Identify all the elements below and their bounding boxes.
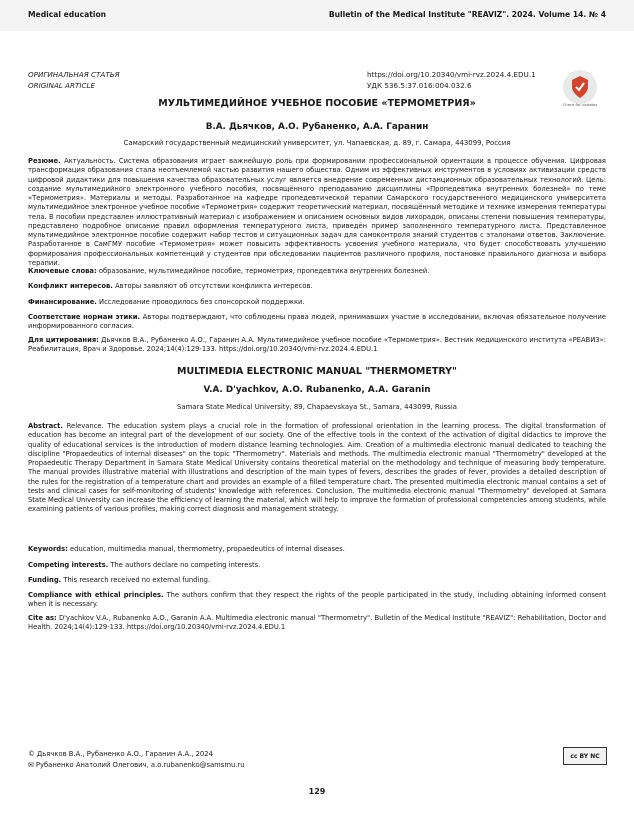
abstract-ru-label: Резюме. xyxy=(28,157,61,165)
authors-en: V.A. D'yachkov, A.O. Rubanenko, A.A. Garanin xyxy=(203,385,431,395)
footer-info xyxy=(28,749,245,770)
copyright: © Дьячков В.А., Рубаненко А.О., Гаранин А.А., 2024 xyxy=(28,750,213,758)
conflict-ru-text: Авторы заявляют об отсутствии конфликта интересов. xyxy=(114,282,313,290)
journal-header xyxy=(0,0,634,31)
affiliation-ru: Самарский государственный медицинский университет, ул. Чапаевская, д. 89, г. Самара, 443099, Россия xyxy=(123,139,511,147)
ethics-en xyxy=(28,591,606,610)
udk-code: УДК 536.5:37.016:004.032.6 xyxy=(367,80,472,90)
section-label: Medical education xyxy=(28,10,107,19)
citation-ru-text: Дьячков В.А., Рубаненко А.О., Гаранин А.А. Мультимедийное учебное пособие «Термометрия». Вестник медицинского института «РЕАВИЗ»: Реабилитация, Врач и Здоровье. 2024;14(4):129-133. https://doi.org/10.20340/vmi-rvz.2024.4.EDU.1 xyxy=(28,336,606,354)
journal-citation-line: Bulletin of the Medical Institute "REAVIZ". 2024. Volume 14. № 4 xyxy=(328,10,606,19)
corresponding-author: ✉ Рубаненко Анатолий Олегович, a.o.rubanenko@samsmu.ru xyxy=(28,760,245,769)
funding-ru-text: Исследование проводилось без спонсорской поддержки. xyxy=(99,298,305,306)
ethics-en-text: The authors confirm that they respect the rights of the people participated in the study, including obtaining informed consent when it is necessary. xyxy=(28,591,606,609)
citation-en xyxy=(28,614,606,633)
funding-en-label: Funding. xyxy=(28,576,62,584)
keywords-en-text: education, multimedia manual, thermometry, propaedeutics of internal diseases. xyxy=(70,545,345,553)
article-type xyxy=(28,70,120,91)
article-type-en: ORIGINAL ARTICLE xyxy=(28,80,96,90)
keywords-ru-text: образование, мультимедийное пособие, термометрия, пропедевтика внутренних болезней. xyxy=(98,267,430,275)
keywords-en xyxy=(28,545,606,554)
conflict-en-label: Competing interests. xyxy=(28,561,109,569)
conflict-en xyxy=(28,561,606,570)
citation-ru xyxy=(28,336,606,355)
cc-license-label: cc BY NC xyxy=(570,752,600,760)
title-ru: МУЛЬТИМЕДИЙНОЕ УЧЕБНОЕ ПОСОБИЕ «ТЕРМОМЕТРИЯ» xyxy=(158,98,476,109)
conflict-ru-label: Конфликт интересов. xyxy=(28,282,113,290)
check-for-updates-label: Check for updates xyxy=(562,102,598,107)
funding-en-text: This research received no external funding. xyxy=(63,576,211,584)
abstract-en-text: Relevance. The education system plays a crucial role in the formation of professional orientation in the learning process. The digital transformation of education has become an integral part of the development of our society. One of the effective tools in the context of the activation of digital didactics to improve the quality of educational services is the introduction of modern distance learning technologies. Aim. Creation of a multimedia electronic manual dedicated to teaching the discipline "Propaedeutics of internal diseases" on the topic "Thermometry". Materials and methods. The multimedia electronic manual "Thermometry" developed at the Propaedeutic Therapy Department in Samara State Medical University contains theoretical material on the methodology and technique of measuring body temperature. The manual provides illustrative material with illustrations and description of the main types of fevers, describes the grades of fever, provides a detailed description of the rules for the registration of a temperature chart and provides an example of a filled temperature chart. The presented multimedia electronic manual contains a set of tests and clinical cases for self-monitoring of students' knowledge with references. Conclusion. The multimedia electronic manual "Thermometry" developed at Samara State Medical University can increase the efficiency of learning the material, which will help to improve the formation of professional competencies among students, while examining patients of various profiles, making correct diagnosis and management strategy. xyxy=(28,422,606,514)
citation-ru-label: Для цитирования: xyxy=(28,336,99,344)
abstract-en-label: Abstract. xyxy=(28,422,63,430)
cc-license-icon[interactable] xyxy=(563,747,607,765)
ethics-en-label: Compliance with ethical principles. xyxy=(28,591,164,599)
abstract-ru xyxy=(28,157,606,268)
abstract-en xyxy=(28,422,606,515)
funding-en xyxy=(28,576,606,585)
citation-en-text: D'yachkov V.A., Rubanenko A.O., Garanin A.A. Multimedia electronic manual "Thermometry". Bulletin of the Medical Institute "REAVIZ": Rehabilitation, Doctor and Health. 2024;14(4):129-133. https://doi.org/10.20340/vmi-rvz.2024.4.EDU.1 xyxy=(28,614,606,632)
abstract-ru-text: Актуальность. Система образования играет важнейшую роль при формировании профессиональной ориентации в процессе обучения. Цифровая трансформация образования стала неотъемлемой частью развития нашего общества. Одним из эффективных инструментов в условиях активизации средств цифровой дидактики для повышения качества образовательных услуг является внедрение современных дистанционных образовательных технологий. Цель: создание мультимедийного электронного учебного пособия, посвящённого преподаванию дисциплины «Пропедевтика внутренних болезней» по теме «Термометрия». Материалы и методы. Разработанное на кафедре пропедевтической терапии Самарского государственного медицинского университета мультимедийное электронное учебное пособие «Термометрия» содержит теоретический материал, посвящённый методике и технике измерения температуры тела. В пособии представлен иллюстративный материал с изображением и описанием основных видов лихорадок, описаны степени повышения температуры, представлено подробное описание правил оформления температурного листа, приведён пример заполненного температурного листа. Представленное мультимедийное электронное пособие содержит набор тестов и ситуационных задач для самоконтроля знаний студентов с эталонами ответов. Заключение. Разработанное в СамГМУ пособие «Термометрия» может повысить эффективность усвоения учебного материала, что будет способствовать улучшению формирования профессиональных компетенций у студентов при обследовании пациентов различного профиля, постановке правильного диагноза и выбора терапии. xyxy=(28,157,606,267)
article-ids xyxy=(367,70,536,91)
doi-link[interactable]: https://doi.org/10.20340/vmi-rvz.2024.4.EDU.1 xyxy=(367,70,536,79)
ethics-ru-text: Авторы подтверждают, что соблюдены права людей, принимавших участие в исследовании, включая обязательное получение информированного согласия. xyxy=(28,313,607,331)
authors-ru: В.А. Дьячков, А.О. Рубаненко, А.А. Гаранин xyxy=(205,122,429,132)
page-number: 129 xyxy=(308,787,326,796)
conflict-en-text: The authors declare no competing interests. xyxy=(110,561,261,569)
title-en: MULTIMEDIA ELECTRONIC MANUAL "THERMOMETRY" xyxy=(177,366,457,377)
keywords-ru-label: Ключевые слова: xyxy=(28,267,97,275)
citation-en-label: Cite as: xyxy=(28,614,57,622)
article-type-ru: ОРИГИНАЛЬНАЯ СТАТЬЯ xyxy=(28,70,120,79)
conflict-ru xyxy=(28,282,606,291)
ethics-ru xyxy=(28,313,606,332)
keywords-ru xyxy=(28,267,606,276)
funding-ru xyxy=(28,298,606,307)
funding-ru-label: Финансирование. xyxy=(28,298,97,306)
keywords-en-label: Keywords: xyxy=(28,545,68,553)
ethics-ru-label: Соответствие нормам этики. xyxy=(28,313,141,321)
affiliation-en: Samara State Medical University, 89, Chapaevskaya St., Samara, 443099, Russia xyxy=(176,403,458,411)
